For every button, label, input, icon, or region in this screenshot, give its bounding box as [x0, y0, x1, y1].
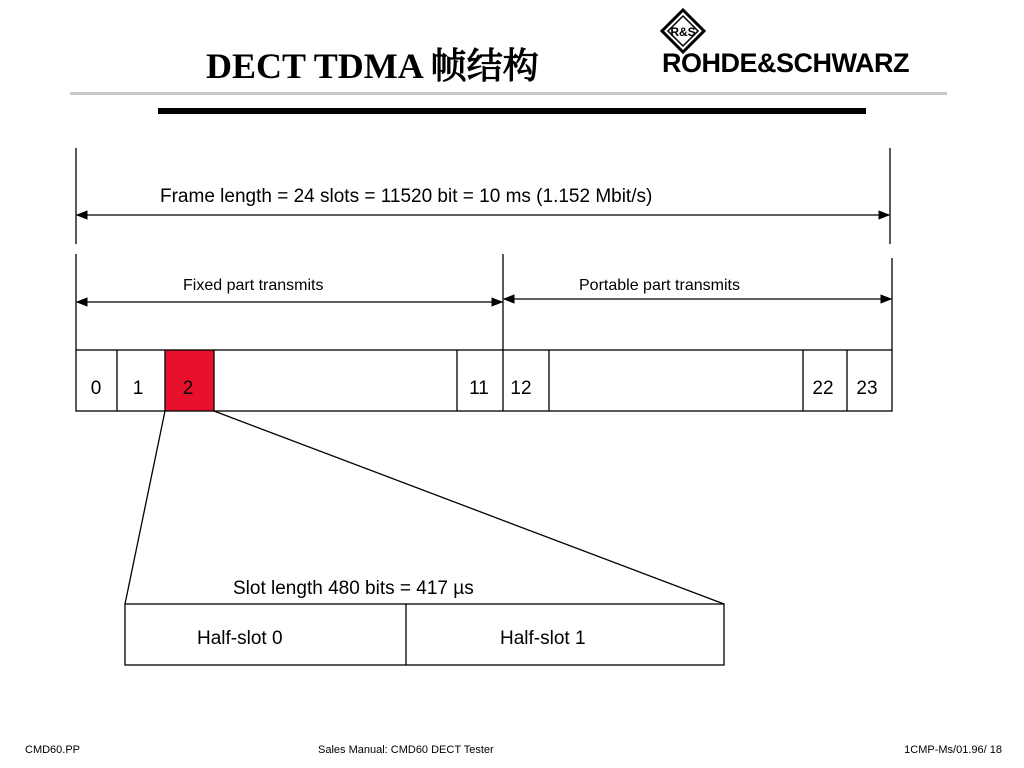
zoom-line-left [125, 411, 165, 604]
footer-page-ref: 1CMP-Ms/01.96/ 18 [904, 744, 1002, 756]
slot-label-highlighted: 2 [182, 378, 194, 399]
slot-label: 1 [132, 378, 144, 399]
slot-length-label: Slot length 480 bits = 417 µs [233, 578, 474, 599]
logo-emblem-text: R&S [670, 25, 696, 39]
portable-part-label: Portable part transmits [579, 277, 740, 294]
zoom-line-right [214, 411, 724, 604]
slot-label: 23 [856, 378, 878, 399]
frame-length-label: Frame length = 24 slots = 11520 bit = 10 ms (1.152 Mbit/s) [160, 186, 653, 207]
slot-label: 12 [510, 378, 532, 399]
footer-filename: CMD60.PP [25, 744, 81, 756]
fixed-part-label: Fixed part transmits [183, 277, 324, 294]
slot-label: 0 [90, 378, 102, 399]
page-title: DECT TDMA 帧结构 [206, 46, 539, 86]
slot-label: 22 [812, 378, 834, 399]
rohde-schwarz-logo-text: ROHDE&SCHWARZ [662, 48, 909, 78]
footer-document-title: Sales Manual: CMD60 DECT Tester [318, 744, 494, 756]
half-slot-1-label: Half-slot 1 [500, 628, 586, 649]
slot-label: 11 [469, 378, 489, 399]
half-slot-0-label: Half-slot 0 [197, 628, 283, 649]
